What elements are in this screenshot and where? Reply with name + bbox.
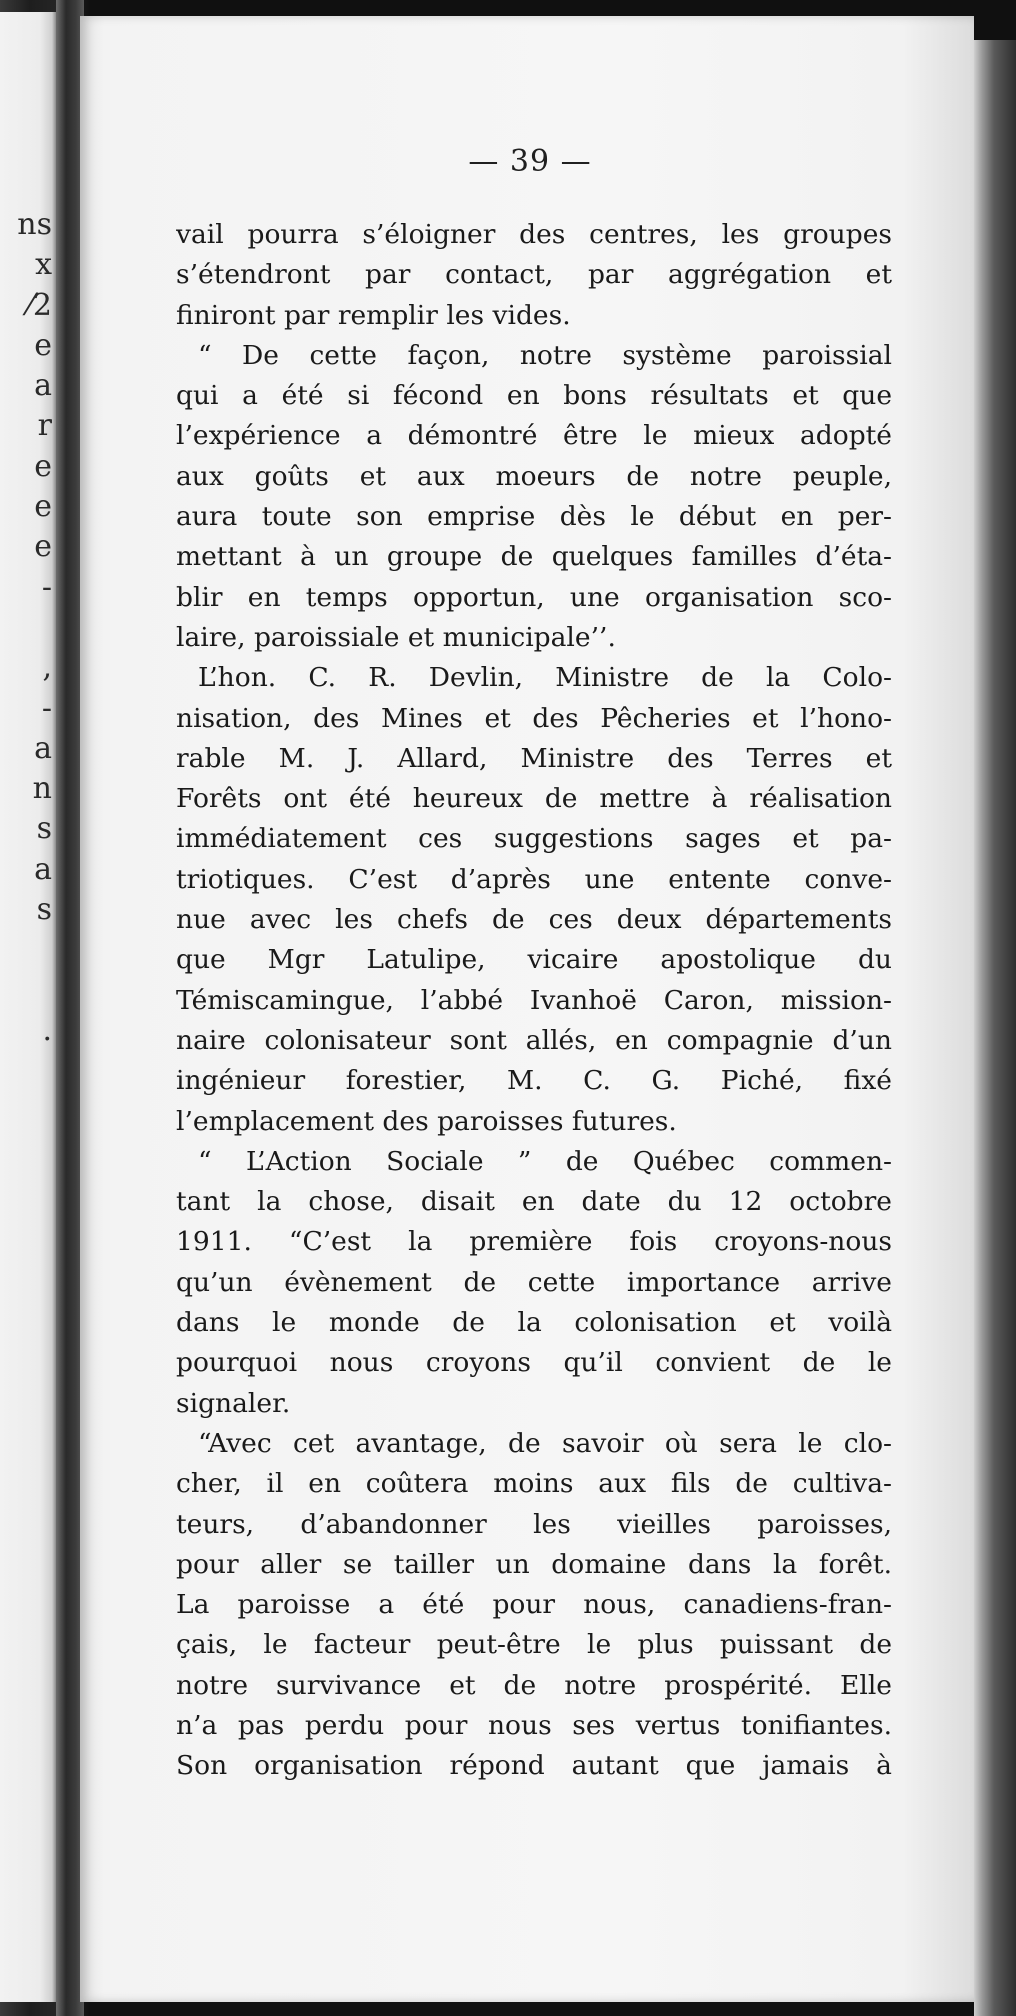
left-page-fragment xyxy=(0,1454,56,1494)
text-line: 1911. “C’est la première fois croyons-nous xyxy=(176,1226,892,1258)
text-line: l’emplacement des paroisses futures. xyxy=(176,1105,677,1137)
left-page-fragment xyxy=(0,1736,56,1776)
left-page-fragment xyxy=(0,971,56,1011)
left-page-fragment: e xyxy=(34,489,52,525)
text-line: L’hon. C. R. Devlin, Ministre de la Colo- xyxy=(198,662,892,694)
text-line: aux goûts et aux moeurs de notre peuple, xyxy=(176,460,892,492)
text-line: Son organisation répond autant que jamais à xyxy=(176,1750,892,1782)
text-line: vail pourra s’éloigner des centres, les groupes xyxy=(176,219,892,250)
left-page-fragment: r xyxy=(37,408,52,444)
text-line: ingénieur forestier, M. C. G. Piché, fixé xyxy=(176,1065,892,1097)
text-line: “ De cette façon, notre système paroissial xyxy=(198,339,892,371)
text-line: que Mgr Latulipe, vicaire apostolique du xyxy=(176,944,892,976)
left-page-fragment xyxy=(0,1535,56,1575)
left-page-fragment xyxy=(0,1414,56,1454)
page-edge-shadow xyxy=(974,40,1016,2016)
left-page-fragment: x xyxy=(35,247,52,283)
text-line: s’étendront par contact, par aggrégation et xyxy=(176,259,892,291)
left-page-fragment: a xyxy=(34,730,52,766)
text-line: finiront par remplir les vides. xyxy=(176,299,571,331)
text-line: notre survivance et de notre prospérité. Elle xyxy=(176,1669,892,1701)
left-page-fragment xyxy=(0,1696,56,1736)
left-page-fragment: . xyxy=(42,1012,52,1048)
left-page-fragment xyxy=(0,1333,56,1373)
page-number: — 39 — xyxy=(468,144,592,179)
text-line: teurs, d’abandonner les vieilles paroisses, xyxy=(176,1508,892,1540)
text-line: pour aller se tailler un domaine dans la forêt. xyxy=(176,1548,892,1580)
left-page-fragment xyxy=(0,608,56,648)
left-page-fragment xyxy=(0,1212,56,1252)
left-page-fragment xyxy=(0,1656,56,1696)
body-text xyxy=(176,215,892,1787)
text-line: blir en temps opportun, une organisation sco- xyxy=(176,581,892,613)
text-line: La paroisse a été pour nous, canadiens-fran- xyxy=(176,1589,892,1621)
text-line: n’a pas perdu pour nous ses vertus tonifiantes. xyxy=(176,1709,892,1741)
text-line: Forêts ont été heureux de mettre à réalisation xyxy=(176,783,892,815)
left-page-fragment: - xyxy=(41,690,52,726)
text-line: “Avec cet avantage, de savoir où sera le clo- xyxy=(198,1427,892,1459)
text-line: mettant à un groupe de quelques familles d’éta- xyxy=(176,541,892,573)
left-page-fragment xyxy=(0,1293,56,1333)
text-line: “ L’Action Sociale ” de Québec commen- xyxy=(198,1145,892,1177)
text-line: qui a été si fécond en bons résultats et que xyxy=(176,380,892,412)
left-page-fragment xyxy=(0,1615,56,1655)
text-line: nisation, des Mines et des Pêcheries et l’hono- xyxy=(176,702,892,734)
left-page-fragment xyxy=(0,1172,56,1212)
left-page-fragment xyxy=(0,930,56,970)
text-line: rable M. J. Allard, Ministre des Terres et xyxy=(176,742,892,774)
left-page-fragment: , xyxy=(42,650,52,686)
left-page-fragment: e xyxy=(34,529,52,565)
left-page-fragment xyxy=(0,1777,56,1817)
left-page-fragment xyxy=(0,1253,56,1293)
left-page-fragment: a xyxy=(34,368,52,404)
page xyxy=(80,16,974,2002)
left-page-text-fragments xyxy=(0,205,56,1817)
left-page-fragment: ⁄2 xyxy=(27,287,52,323)
left-page-fragment: e xyxy=(34,448,52,484)
text-line: l’expérience a démontré être le mieux adopté xyxy=(176,420,892,452)
text-line: nue avec les chefs de ces deux départements xyxy=(176,904,892,936)
left-page-edge xyxy=(0,12,56,2002)
left-page-fragment xyxy=(0,1374,56,1414)
text-line: Témiscamingue, l’abbé Ivanhoë Caron, mission- xyxy=(176,984,892,1016)
left-page-fragment xyxy=(0,1092,56,1132)
left-page-fragment xyxy=(0,1051,56,1091)
left-page-fragment: s xyxy=(36,892,52,928)
left-page-fragment xyxy=(0,1575,56,1615)
left-page-fragment: s xyxy=(36,811,52,847)
text-line: qu’un évènement de cette importance arrive xyxy=(176,1266,892,1298)
text-line: naire colonisateur sont allés, en compagnie d’un xyxy=(176,1024,892,1056)
text-line: dans le monde de la colonisation et voilà xyxy=(176,1307,892,1339)
left-page-fragment: ns xyxy=(17,207,52,242)
left-page-fragment: - xyxy=(41,569,52,605)
text-line: pourquoi nous croyons qu’il convient de le xyxy=(176,1347,892,1379)
text-line: çais, le facteur peut-être le plus puissant de xyxy=(176,1629,892,1661)
left-page-fragment xyxy=(0,1495,56,1535)
text-line: cher, il en coûtera moins aux fils de cultiva- xyxy=(176,1468,892,1500)
text-line: signaler. xyxy=(176,1387,291,1419)
left-page-fragment: n xyxy=(32,771,52,807)
text-line: immédiatement ces suggestions sages et pa- xyxy=(176,823,892,855)
left-page-fragment: a xyxy=(34,851,52,887)
left-page-fragment: e xyxy=(34,327,52,363)
text-line: triotiques. C’est d’après une entente conve- xyxy=(176,863,892,895)
left-page-fragment xyxy=(0,1132,56,1172)
text-line: tant la chose, disait en date du 12 octobre xyxy=(176,1186,892,1218)
text-line: laire, paroissiale et municipale’’. xyxy=(176,621,616,653)
text-line: aura toute son emprise dès le début en per- xyxy=(176,501,892,533)
